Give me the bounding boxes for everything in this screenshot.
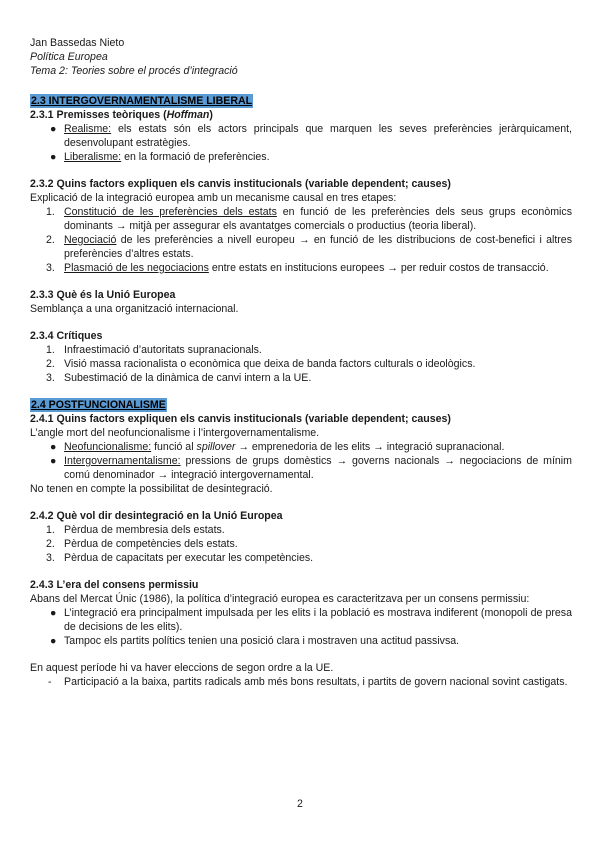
- stages-list: [30, 205, 572, 275]
- document-page: [30, 36, 572, 689]
- list-item: 3. Plasmació de les negociacions entre estats en institucions europees → per reduir costos de transacció.: [46, 262, 549, 274]
- list-item: 2. Visió massa racionalista o econòmica que deixa de banda factors culturals o ideològics.: [46, 358, 476, 370]
- author-name: Jan Bassedas Nieto: [30, 37, 125, 49]
- list-item: 2. Negociació de les preferències a nivell europeu → en funció de les distribucions de cost-benefici i altres preferències d’altres estats.: [46, 234, 572, 260]
- section-heading-2-4: 2.4 POSTFUNCIONALISME: [31, 399, 166, 411]
- subsection-2-4-1-title: 2.4.1 Quins factors expliquen els canvis institucionals (variable dependent; causes): [30, 413, 451, 425]
- paragraph: Semblança a una organització internacional.: [30, 303, 239, 315]
- list-item: 3. Pèrdua de capacitats per executar les competències.: [46, 552, 314, 564]
- list-item: ● Liberalisme: en la formació de preferències.: [50, 151, 270, 163]
- list-item: ● Intergovernamentalisme: pressions de grups domèstics → governs nacionals → negociacions de mínim comú denominador → integració intergovernamental.: [50, 455, 572, 481]
- paragraph: L’angle mort del neofuncionalisme i l’intergovernamentalisme.: [30, 427, 320, 439]
- subsection-2-3-2-title: 2.3.2 Quins factors expliquen els canvis institucionals (variable dependent; causes): [30, 178, 451, 190]
- subsection-2-4-3-title: 2.4.3 L’era del consens permissiu: [30, 579, 199, 591]
- postfunc-bullets: [30, 440, 572, 482]
- page-number: 2: [297, 798, 303, 810]
- subsection-2-3-1-title: 2.3.1 Premisses teòriques (Hoffman): [30, 109, 213, 121]
- section-2-4: [30, 398, 572, 412]
- topic-title: Tema 2: Teories sobre el procés d’integració: [30, 65, 238, 77]
- list-item: ● L’integració era principalment impulsada per les elits i la població es mostrava indiferent (monopoli de presa de decisions de les elits).: [50, 607, 572, 633]
- list-item: ● Tampoc els partits polítics tenien una posició clara i mostraven una actitud passivsa.: [50, 635, 460, 647]
- critiques-list: [30, 343, 572, 385]
- list-item: 1. Infraestimació d’autoritats supranacionals.: [46, 344, 262, 356]
- list-item: - Participació a la baixa, partits radicals amb més bons resultats, i partits de govern nacional sovint castigats.: [48, 676, 568, 688]
- list-item: 1. Constitució de les preferències dels estats en funció de les preferències dels seus grups econòmics dominants → mitjà per assegurar els avantatges comercials o productius (teoria liberal).: [46, 206, 572, 232]
- list-item: 1. Pèrdua de membresia dels estats.: [46, 524, 225, 536]
- course-name: Política Europea: [30, 51, 108, 63]
- section-2-3: [30, 94, 572, 108]
- list-item: ● Neofuncionalisme: funció al spillover → emprenedoria de les elits → integració supranacional.: [50, 441, 505, 453]
- premisses-list: [30, 122, 572, 164]
- paragraph: Explicació de la integració europea amb un mecanisme causal en tres etapes:: [30, 192, 397, 204]
- subsection-2-3-3-title: 2.3.3 Què és la Unió Europea: [30, 289, 176, 301]
- list-item: ● Realisme: els estats són els actors principals que marquen les seves preferències jeràrquicament, desenvolupant estratègies.: [50, 123, 572, 149]
- list-item: 2. Pèrdua de competències dels estats.: [46, 538, 238, 550]
- subsection-2-4-2-title: 2.4.2 Què vol dir desintegració en la Unió Europea: [30, 510, 283, 522]
- list-item: 3. Subestimació de la dinàmica de canvi intern a la UE.: [46, 372, 312, 384]
- paragraph: No tenen en compte la possibilitat de desintegració.: [30, 483, 273, 495]
- paragraph: Abans del Mercat Únic (1986), la política d’integració europea es caracteritzava per un consens permissiu:: [30, 593, 530, 605]
- subsection-2-3-4-title: 2.3.4 Crítiques: [30, 330, 103, 342]
- dash-list: [30, 675, 572, 689]
- disintegration-list: [30, 523, 572, 565]
- section-heading-2-3: 2.3 INTERGOVERNAMENTALISME LIBERAL: [31, 95, 253, 107]
- paragraph: En aquest període hi va haver eleccions de segon ordre a la UE.: [30, 662, 334, 674]
- consensus-bullets: [30, 606, 572, 648]
